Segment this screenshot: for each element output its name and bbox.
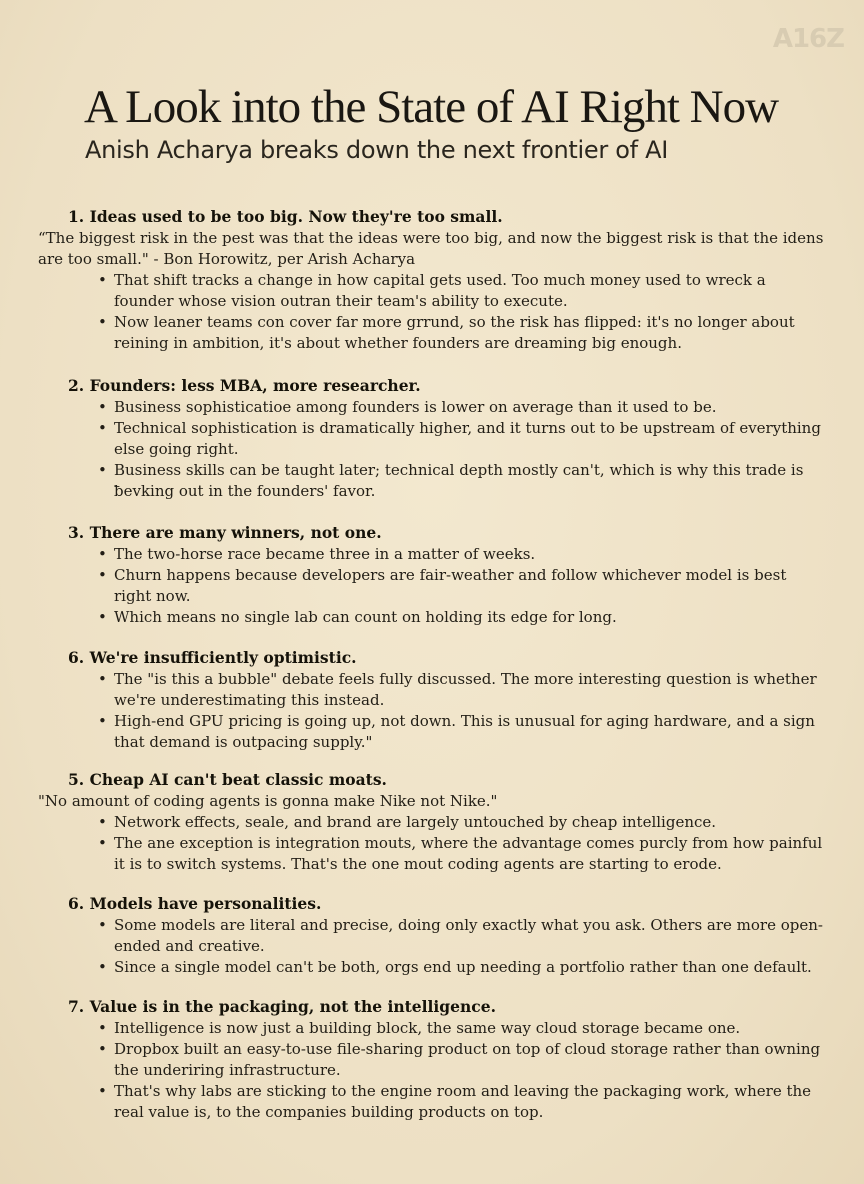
bullet-item: • Churn happens because developers are fair-weather and follow whichever model is best right now.	[0, 565, 864, 607]
bullet-list	[0, 1018, 864, 1123]
a16z-logo: A16Z	[772, 24, 844, 54]
section-6	[0, 893, 864, 978]
section-heading: 6. Models have personalities.	[68, 894, 322, 913]
page-subtitle: Anish Acharya breaks down the next frontier of AI	[85, 136, 669, 164]
bullet-item: • That shift tracks a change in how capital gets used. Too much money used to wreck a founder whose vision outran their team's ability to execute.	[0, 270, 864, 312]
bullet-list	[0, 270, 864, 354]
bullet-item: • That's why labs are sticking to the engine room and leaving the packaging work, where the real value is, to the companies building products on top.	[0, 1081, 864, 1123]
bullet-item: • Which means no single lab can count on holding its edge for long.	[0, 607, 864, 628]
section-quote: "No amount of coding agents is gonna make Nike not Nike."	[38, 792, 498, 810]
bullet-item: • High-end GPU pricing is going up, not down. This is unusual for aging hardware, and a sign that demand is outpacing supply."	[0, 711, 864, 753]
bullet-item: • The "is this a bubble" debate feels fully discussed. The more interesting question is whether we're underestimating this instead.	[0, 669, 864, 711]
bullet-item: • The ane exception is integration mouts, where the advantage comes purcly from how painful it is to switch systems. That's the one mout coding agents are starting to erode.	[0, 833, 864, 875]
bullet-item: • Dropbox built an easy-to-use file-sharing product on top of cloud storage rather than owning the underiring infrastructure.	[0, 1039, 864, 1081]
section-3	[0, 522, 864, 628]
bullet-list	[0, 915, 864, 978]
bullet-item: • Business skills can be taught later; technical depth mostly can't, which is why this trade is ƀevking out in the founders' favor.	[0, 460, 864, 502]
bullet-item: • Some models are literal and precise, doing only exactly what you ask. Others are more open-ended and creative.	[0, 915, 864, 957]
section-heading: 1. Ideas used to be too big. Now they're too small.	[68, 207, 503, 226]
section-quote: “The biggest risk in the pest was that the ideas were too big, and now the biggest risk is that the idens are too small." - Bon Horowitz, per Arish Acharya	[38, 229, 824, 268]
section-heading: 2. Founders: less MBA, more researcher.	[68, 376, 421, 395]
section-heading: 7. Value is in the packaging, not the intelligence.	[68, 997, 496, 1016]
section-4	[0, 647, 864, 753]
bullet-item: • Technical sophistication is dramatically higher, and it turns out to be upstream of everything else going right.	[0, 418, 864, 460]
bullet-item: • The two-horse race became three in a matter of weeks.	[0, 544, 864, 565]
bullet-item: • Network effects, seale, and brand are largely untouched by cheap intelligence.	[0, 812, 864, 833]
section-1	[0, 206, 864, 354]
bullet-item: • Now leaner teams con cover far more grrund, so the risk has flipped: it's no longer about reining in ambition, it's about whether founders are dreaming big enough.	[0, 312, 864, 354]
bullet-item: • Business sophisticatioe among founders is lower on average than it used to be.	[0, 397, 864, 418]
bullet-item: • Intelligence is now just a building block, the same way cloud storage became one.	[0, 1018, 864, 1039]
section-5	[0, 769, 864, 875]
page-title: A Look into the State of AI Right Now	[84, 81, 779, 133]
bullet-list	[0, 812, 864, 875]
section-2	[0, 375, 864, 502]
bullet-list	[0, 544, 864, 628]
section-heading: 3. There are many winners, not one.	[68, 523, 382, 542]
bullet-list	[0, 669, 864, 753]
section-heading: 5. Cheap AI can't beat classic moats.	[68, 770, 387, 789]
bullet-list	[0, 397, 864, 502]
section-7	[0, 996, 864, 1123]
bullet-item: • Since a single model can't be both, orgs end up needing a portfolio rather than one default.	[0, 957, 864, 978]
section-heading: 6. We're insufficiently optimistic.	[68, 648, 357, 667]
